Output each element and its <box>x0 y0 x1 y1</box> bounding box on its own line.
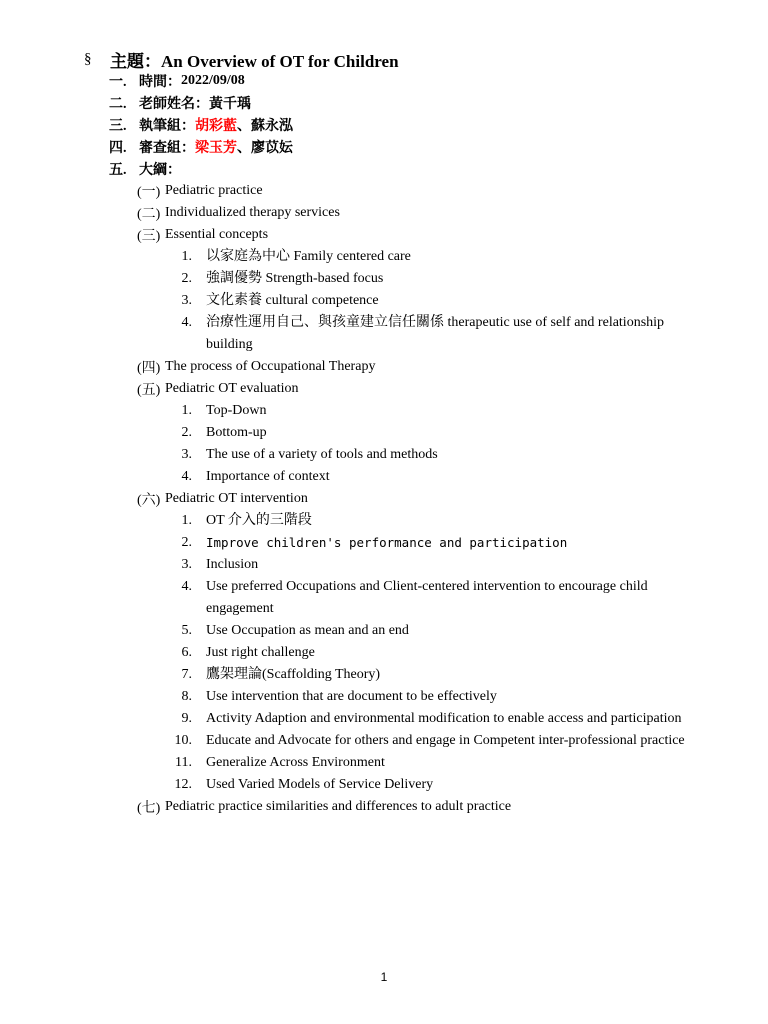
item-number: 4. <box>181 579 192 594</box>
item-number: 3. <box>181 293 192 308</box>
item-number: 11. <box>175 755 192 770</box>
list-item <box>165 752 697 774</box>
item-number: 1. <box>181 513 192 528</box>
item-text: Use intervention that are document to be effectively <box>206 689 497 704</box>
info-number: 三. <box>109 119 127 134</box>
writer-name-highlighted: 胡彩藍 <box>195 119 237 134</box>
reviewer-name-highlighted: 梁玉芳 <box>195 141 237 156</box>
section-number: (一) <box>137 185 161 200</box>
item-number: 4. <box>181 469 192 484</box>
item-number: 7. <box>181 667 192 682</box>
section-title: Individualized therapy services <box>165 205 340 220</box>
list-item <box>165 290 697 312</box>
list-item <box>165 444 697 466</box>
list-item <box>165 510 697 532</box>
item-text: The use of a variety of tools and methods <box>206 447 438 462</box>
document-title: 主題：An Overview of OT for Children <box>110 51 399 71</box>
writer-name: 蘇永泓 <box>251 119 293 134</box>
item-text: Use preferred Occupations and Client-centered intervention to encourage child engagement <box>206 579 648 616</box>
info-label: 老師姓名： <box>139 97 209 112</box>
outline-section <box>137 180 697 202</box>
section-number: (四) <box>137 361 161 376</box>
item-number: 10. <box>174 733 192 748</box>
item-text: 以家庭為中心 Family centered care <box>206 249 411 264</box>
outline-section <box>137 202 697 224</box>
list-item <box>165 642 697 664</box>
info-value: 2022/09/08 <box>181 73 245 88</box>
section-number: (五) <box>137 383 161 398</box>
section-title: Pediatric practice similarities and differences to adult practice <box>165 799 512 814</box>
item-number: 9. <box>181 711 192 726</box>
item-number: 6. <box>181 645 192 660</box>
section-number: (二) <box>137 207 161 222</box>
section-item-list <box>165 510 697 796</box>
section-title: Essential concepts <box>165 227 269 242</box>
item-number: 3. <box>181 447 192 462</box>
section-bullet: § <box>84 50 92 67</box>
item-text: Use Occupation as mean and an end <box>206 623 409 638</box>
item-text: Bottom-up <box>206 425 267 440</box>
item-number: 4. <box>181 315 192 330</box>
info-number: 五. <box>109 163 127 178</box>
title-row <box>84 48 399 70</box>
section-item-list <box>165 246 697 356</box>
item-text: 強調優勢 Strength-based focus <box>206 271 384 286</box>
item-text: 治療性運用自己、與孩童建立信任關係 therapeutic use of self and relationship building <box>206 315 665 352</box>
item-text: 文化素養 cultural competence <box>206 293 379 308</box>
item-text: Top-Down <box>206 403 267 418</box>
section-number: (六) <box>137 493 161 508</box>
item-text: 鷹架理論(Scaffolding Theory) <box>206 667 381 682</box>
section-title: Pediatric practice <box>165 183 263 198</box>
list-item <box>165 422 697 444</box>
info-teacher <box>109 92 293 114</box>
info-label: 時間： <box>139 75 181 90</box>
item-text: Used Varied Models of Service Delivery <box>206 777 434 792</box>
item-text: OT 介入的三階段 <box>206 513 312 528</box>
item-text: Inclusion <box>206 557 259 572</box>
list-item <box>165 620 697 642</box>
info-number: 一. <box>109 75 127 90</box>
outline-section <box>137 796 697 818</box>
info-number: 二. <box>109 97 127 112</box>
section-number: (三) <box>137 229 161 244</box>
info-label: 執筆組： <box>139 119 195 134</box>
outline-section <box>137 378 697 400</box>
page-number: 1 <box>380 970 388 984</box>
section-number: (七) <box>137 801 161 816</box>
outline-section <box>137 356 697 378</box>
item-number: 1. <box>181 249 192 264</box>
list-item <box>165 312 697 356</box>
info-outline <box>109 158 293 180</box>
name-separator: 、 <box>237 119 251 134</box>
list-item <box>165 730 697 752</box>
outline-list <box>137 180 697 818</box>
name-separator: 、 <box>237 141 251 156</box>
reviewer-name: 廖苡妘 <box>251 141 293 156</box>
list-item <box>165 268 697 290</box>
item-text: Just right challenge <box>206 645 315 660</box>
item-number: 1. <box>181 403 192 418</box>
list-item <box>165 774 697 796</box>
section-title: Pediatric OT intervention <box>165 491 308 506</box>
list-item <box>165 664 697 686</box>
list-item <box>165 708 697 730</box>
list-item <box>165 554 697 576</box>
item-number: 3. <box>181 557 192 572</box>
item-text: Generalize Across Environment <box>206 755 385 770</box>
item-number: 2. <box>181 425 192 440</box>
info-writers <box>109 114 293 136</box>
section-title: The process of Occupational Therapy <box>165 359 376 374</box>
outline-section <box>137 224 697 246</box>
list-item <box>165 576 697 620</box>
list-item <box>165 400 697 422</box>
item-text: Activity Adaption and environmental modification to enable access and participation <box>206 711 682 726</box>
item-number: 8. <box>181 689 192 704</box>
item-number: 2. <box>181 535 192 550</box>
list-item <box>165 246 697 268</box>
item-text: Educate and Advocate for others and engage in Competent inter-professional practice <box>206 733 685 748</box>
info-number: 四. <box>109 141 127 156</box>
info-label: 大綱： <box>139 163 181 178</box>
item-number: 2. <box>181 271 192 286</box>
info-value: 黃千瑀 <box>209 97 251 112</box>
item-number: 5. <box>181 623 192 638</box>
outline-section <box>137 488 697 510</box>
list-item <box>165 686 697 708</box>
item-text: Improve children's performance and participation <box>206 535 568 550</box>
info-time <box>109 70 293 92</box>
section-title: Pediatric OT evaluation <box>165 381 299 396</box>
info-label: 審查組： <box>139 141 195 156</box>
list-item <box>165 532 697 554</box>
item-text: Importance of context <box>206 469 330 484</box>
info-reviewers <box>109 136 293 158</box>
info-list <box>109 70 293 180</box>
section-item-list <box>165 400 697 488</box>
list-item <box>165 466 697 488</box>
item-number: 12. <box>174 777 192 792</box>
